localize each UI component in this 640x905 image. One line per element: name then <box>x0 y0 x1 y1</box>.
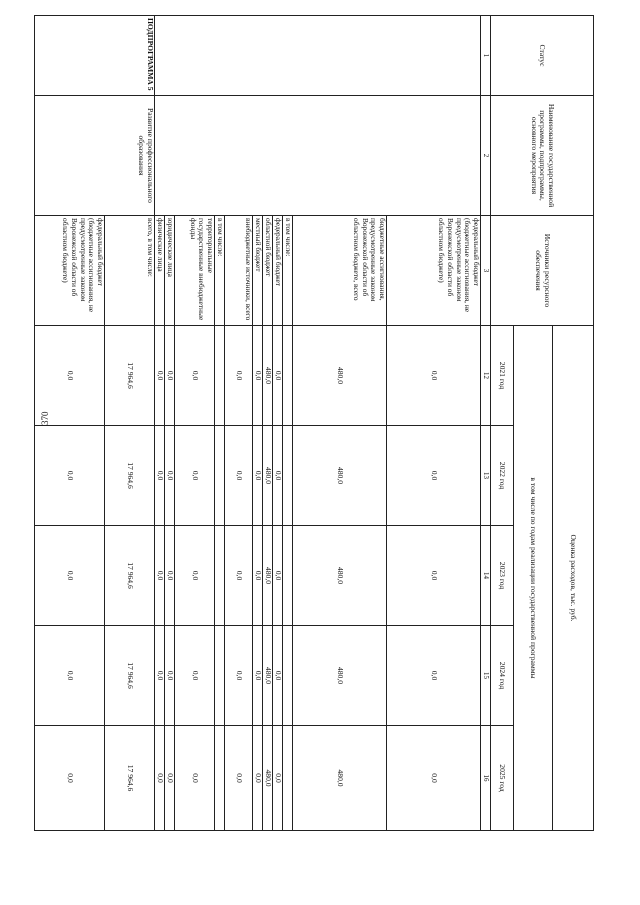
table-row <box>387 16 481 831</box>
value-cell: 0,0 <box>387 726 481 831</box>
value-cell: 0,0 <box>253 526 263 626</box>
value-cell <box>283 726 293 831</box>
value-cell: 17 964,6 <box>105 426 155 526</box>
source-cell: федеральный бюджет (бюджетные ассигнования, не предусмотренные законом Воронежской области об областном бюджете) <box>35 216 105 326</box>
value-cell: 480,0 <box>263 726 273 831</box>
value-cell: 0,0 <box>165 326 175 426</box>
value-cell: 17 964,6 <box>105 726 155 831</box>
header-estimate: Оценка расходов, тыс. руб. <box>553 326 594 831</box>
value-cell: 0,0 <box>225 426 253 526</box>
value-cell: 0,0 <box>273 526 283 626</box>
value-cell: 0,0 <box>155 426 165 526</box>
value-cell: 0,0 <box>155 526 165 626</box>
source-cell: физические лица <box>155 216 165 326</box>
header-year: 2022 год <box>491 426 514 526</box>
header-year: 2021 год <box>491 326 514 426</box>
value-cell <box>283 426 293 526</box>
value-cell <box>283 626 293 726</box>
value-cell: 0,0 <box>273 326 283 426</box>
col-number: 14 <box>481 526 491 626</box>
value-cell: 0,0 <box>175 426 215 526</box>
value-cell: 0,0 <box>387 426 481 526</box>
header-year: 2023 год <box>491 526 514 626</box>
value-cell: 0,0 <box>273 426 283 526</box>
value-cell: 0,0 <box>175 326 215 426</box>
value-cell: 0,0 <box>155 726 165 831</box>
value-cell: 0,0 <box>175 526 215 626</box>
header-source: Источники ресурсного обеспечения <box>491 216 594 326</box>
col-number: 3 <box>481 216 491 326</box>
source-cell: в том числе: <box>215 216 225 326</box>
value-cell: 480,0 <box>293 626 387 726</box>
table-row <box>105 16 155 831</box>
value-cell: 0,0 <box>35 326 105 426</box>
value-cell: 0,0 <box>225 326 253 426</box>
value-cell: 480,0 <box>293 726 387 831</box>
value-cell: 0,0 <box>155 626 165 726</box>
value-cell: 0,0 <box>273 726 283 831</box>
value-cell: 0,0 <box>175 626 215 726</box>
value-cell: 0,0 <box>387 326 481 426</box>
value-cell <box>215 426 225 526</box>
source-cell: всего, в том числе: <box>105 216 155 326</box>
value-cell <box>283 526 293 626</box>
value-cell: 0,0 <box>35 726 105 831</box>
value-cell: 480,0 <box>293 426 387 526</box>
header-status: Статус <box>491 16 594 96</box>
source-cell: внебюджетные источники, всего <box>225 216 253 326</box>
value-cell: 0,0 <box>35 526 105 626</box>
value-cell: 480,0 <box>263 426 273 526</box>
subprogram-status: ПОДПРОГРАММА 5 <box>35 16 155 96</box>
value-cell: 0,0 <box>253 726 263 831</box>
header-year: 2025 год <box>491 726 514 831</box>
value-cell: 0,0 <box>35 626 105 726</box>
value-cell: 0,0 <box>165 526 175 626</box>
source-cell: федеральный бюджет (бюджетные ассигнования, не предусмотренные законом Воронежской области об областном бюджете) <box>387 216 481 326</box>
source-cell: федеральный бюджет <box>273 216 283 326</box>
value-cell: 0,0 <box>35 426 105 526</box>
subprogram-name: Развитие профессионального образования <box>35 96 155 216</box>
value-cell: 0,0 <box>253 326 263 426</box>
value-cell: 0,0 <box>155 326 165 426</box>
value-cell: 480,0 <box>263 526 273 626</box>
value-cell: 17 964,6 <box>105 626 155 726</box>
value-cell: 480,0 <box>263 326 273 426</box>
value-cell: 0,0 <box>387 626 481 726</box>
value-cell: 0,0 <box>253 426 263 526</box>
value-cell: 17 964,6 <box>105 526 155 626</box>
value-cell: 480,0 <box>293 326 387 426</box>
value-cell: 0,0 <box>225 726 253 831</box>
col-number: 1 <box>481 16 491 96</box>
expenditure-table <box>34 15 594 831</box>
name-cell-empty <box>155 96 481 216</box>
header-name: Наименование государственной программы, подпрограммы, основного мероприятия <box>491 96 594 216</box>
status-cell-empty <box>155 16 481 96</box>
value-cell: 17 964,6 <box>105 326 155 426</box>
value-cell <box>283 326 293 426</box>
value-cell <box>215 726 225 831</box>
value-cell: 0,0 <box>225 626 253 726</box>
page-number: 370 <box>40 411 50 425</box>
col-number: 16 <box>481 726 491 831</box>
value-cell: 480,0 <box>263 626 273 726</box>
header-row-1 <box>553 16 594 831</box>
source-cell: бюджетные ассигнования, предусмотренные законом Воронежской области об областном бюджете, всего <box>293 216 387 326</box>
col-number: 2 <box>481 96 491 216</box>
value-cell: 0,0 <box>165 626 175 726</box>
value-cell <box>215 326 225 426</box>
value-cell: 0,0 <box>253 626 263 726</box>
value-cell: 0,0 <box>165 426 175 526</box>
value-cell: 0,0 <box>165 726 175 831</box>
header-year: 2024 год <box>491 626 514 726</box>
source-cell: местный бюджет <box>253 216 263 326</box>
value-cell: 480,0 <box>293 526 387 626</box>
header-by-years: в том числе по годам реализации государственной программы <box>514 326 553 831</box>
col-number: 12 <box>481 326 491 426</box>
value-cell: 0,0 <box>273 626 283 726</box>
column-numbers-row <box>481 16 491 831</box>
value-cell: 0,0 <box>387 526 481 626</box>
value-cell: 0,0 <box>175 726 215 831</box>
value-cell <box>215 626 225 726</box>
value-cell: 0,0 <box>225 526 253 626</box>
col-number: 15 <box>481 626 491 726</box>
col-number: 13 <box>481 426 491 526</box>
source-cell: в том числе: <box>283 216 293 326</box>
source-cell: территориальные государственные внебюджетные фонды <box>175 216 215 326</box>
value-cell <box>215 526 225 626</box>
source-cell: областной бюджет <box>263 216 273 326</box>
source-cell: юридические лица <box>165 216 175 326</box>
rotated-page <box>61 15 594 830</box>
